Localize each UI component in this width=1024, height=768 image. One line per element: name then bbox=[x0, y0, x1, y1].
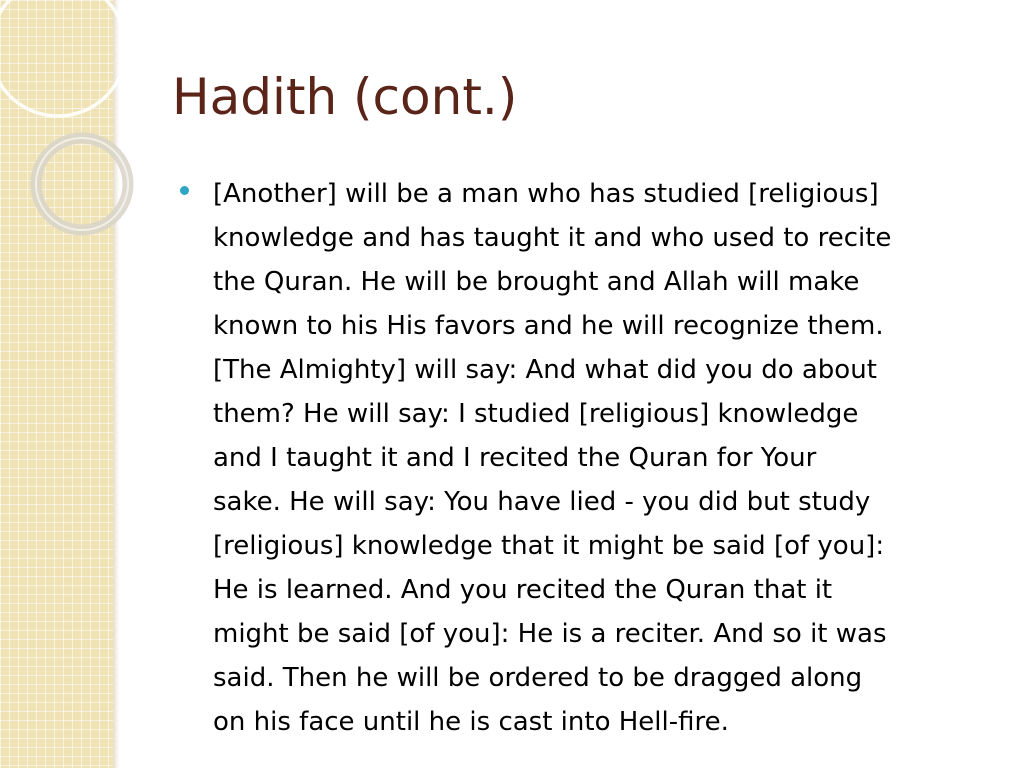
text-line: them? He will say: I studied [religious] knowledge bbox=[213, 399, 859, 429]
text-line: on his face until he is cast into Hell-fire. bbox=[213, 707, 729, 737]
text-line: might be said [of you]: He is a reciter. And so it was bbox=[213, 619, 887, 649]
slide-title: Hadith (cont.) bbox=[172, 68, 518, 126]
text-line: He is learned. And you recited the Quran that it bbox=[213, 575, 833, 605]
text-line: [religious] knowledge that it might be said [of you]: bbox=[213, 531, 885, 561]
text-line: known to his His favors and he will recognize them. bbox=[213, 311, 884, 341]
text-line: sake. He will say: You have lied - you did but study bbox=[213, 487, 871, 517]
text-line: the Quran. He will be brought and Allah will make bbox=[213, 267, 860, 297]
bullet-item bbox=[180, 172, 1000, 744]
decorative-circles bbox=[0, 0, 180, 260]
round-bullet-icon bbox=[180, 186, 189, 195]
text-line: [The Almighty] will say: And what did you do about bbox=[213, 355, 877, 385]
text-line: and I taught it and I recited the Quran for Your bbox=[213, 443, 817, 473]
slide-content bbox=[180, 172, 1000, 744]
text-line: knowledge and has taught it and who used to recite bbox=[213, 223, 892, 253]
text-line: [Another] will be a man who has studied [religious] bbox=[213, 179, 879, 209]
text-line: said. Then he will be ordered to be dragged along bbox=[213, 663, 863, 693]
bullet-text bbox=[213, 172, 1000, 744]
